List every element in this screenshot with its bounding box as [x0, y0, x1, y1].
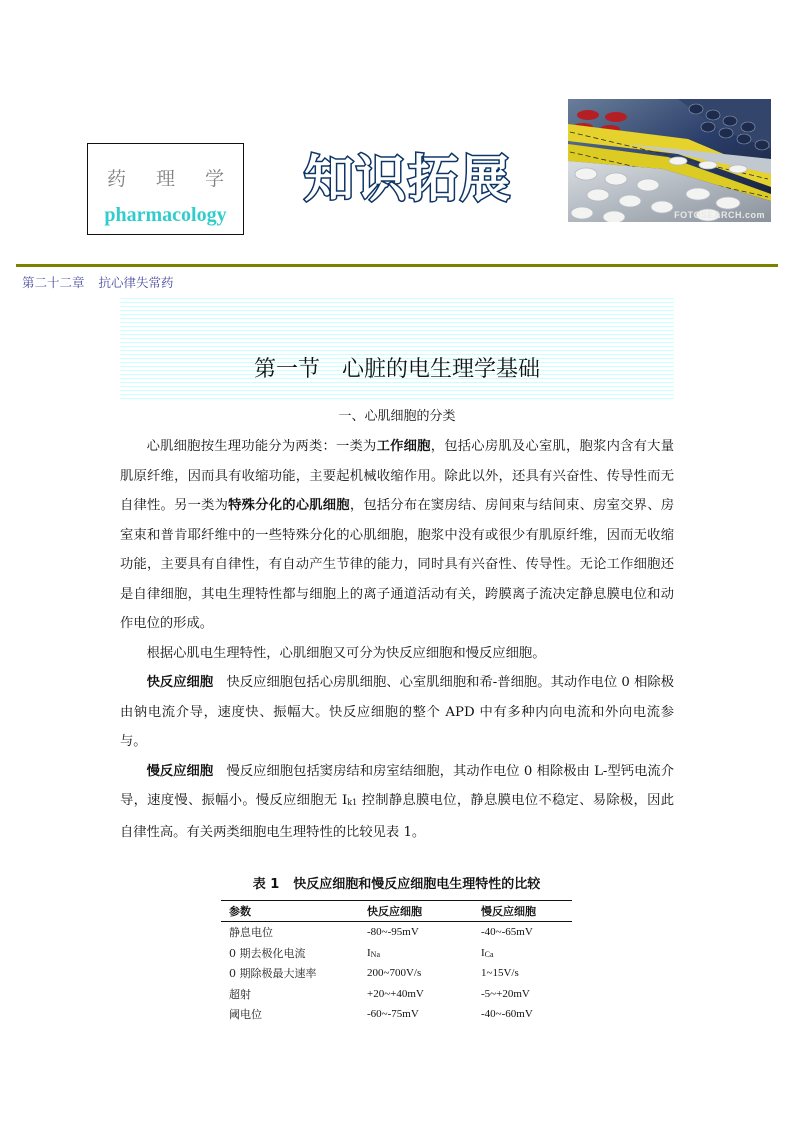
chapter-title: 抗心律失常药: [98, 275, 174, 290]
comparison-table: [221, 874, 572, 1025]
current-symbol: I: [367, 946, 371, 959]
text-span: 控制静息膜电位，静息膜电位不稳定、易除极，因此自律性高。有关两类细胞电生理特性的比较见表 1。: [120, 793, 674, 840]
term-working-cells: 工作细胞: [376, 439, 431, 454]
column-header-slow: 慢反应细胞: [481, 905, 536, 918]
text-span: ，包括心房肌及心室肌，胞浆内含有大量肌原纤维，因而具有收缩功能，主要起机械收缩作用。除此以外，还具有兴奋性、传导性而无自律性。另一类为: [120, 439, 675, 513]
chapter-number: 第二十二章: [22, 275, 85, 290]
table-caption: [221, 874, 572, 900]
header-divider: [16, 264, 778, 267]
section-title: [120, 352, 674, 383]
cell-slow: -40~-60mV: [481, 1008, 533, 1021]
paragraph-classification: 根据心肌电生理特性，心肌细胞又可分为快反应细胞和慢反应细胞。: [146, 645, 546, 661]
cell-parameter: 0 期去极化电流: [229, 946, 306, 960]
table-row: [221, 922, 572, 943]
subheading: 一、心肌细胞的分类: [338, 409, 456, 424]
table-caption-text: 快反应细胞和慢反应细胞电生理特性的比较: [293, 877, 541, 892]
table-row: [221, 984, 572, 1005]
brand-title-cn: 药 理 学: [106, 168, 237, 190]
cell-fast: -60~-75mV: [367, 1008, 419, 1021]
cell-slow: -40~-65mV: [481, 926, 533, 939]
cell-fast: 200~700V/s: [367, 967, 422, 980]
text-span: 心肌细胞按生理功能分为两类：一类为: [146, 439, 377, 454]
banner-title: 知识拓展: [304, 150, 512, 208]
current-symbol: I: [481, 946, 485, 959]
subscript: k1: [347, 798, 358, 807]
cell-parameter: 阈电位: [229, 1008, 262, 1022]
subscript: Na: [370, 949, 380, 959]
section-title-background: [120, 298, 674, 400]
cell-slow: 1~15V/s: [481, 967, 519, 980]
cell-parameter: 静息电位: [229, 926, 273, 940]
paragraph-fast-response: [120, 668, 674, 757]
pharmaceutical-blister-packs-photo: [568, 99, 771, 222]
term-slow-response-cell: 慢反应细胞: [146, 763, 214, 779]
text-span: 慢反应细胞包括窦房结和房室结细胞，其动作电位 0 相除极由 L-型钙电流介导，速度慢、振幅小。慢反应细胞无 I: [120, 763, 675, 808]
cell-parameter: 0 期除极最大速率: [229, 967, 317, 981]
cell-slow: [473, 943, 572, 964]
table-row: [221, 963, 572, 984]
chapter-heading: [22, 273, 174, 291]
cell-fast: [359, 943, 473, 964]
text-span: ，包括分布在窦房结、房间束与结间束、房室交界、房室束和普肯耶纤维中的一些特殊分化的心肌细胞，胞浆中没有或很少有肌原纤维，因而无收缩功能，主要具有自律性，有自动产生节律的能力，同时具有兴奋性、传导性。无论工作细胞还是自律细胞，其电生理特性都与细胞上的离子通道活动有关，跨膜离子流决定静息膜电位和动作电位的形成。: [120, 498, 675, 631]
term-specialized-cells: 特殊分化的心肌细胞: [228, 498, 350, 513]
section-number: 第一节: [253, 357, 320, 382]
column-header-parameter: 参数: [229, 905, 251, 918]
brand-title-en: pharmacology: [104, 204, 227, 226]
table-label: 表 1: [252, 877, 280, 892]
photo-watermark: FOTOSEARCH.com: [674, 210, 765, 220]
column-header-fast: 快反应细胞: [367, 905, 422, 918]
paragraph-cell-types: [120, 432, 674, 639]
paragraph-slow-response: [120, 757, 674, 848]
text-span: 快反应细胞包括心房肌细胞、心室肌细胞和希-普细胞。其动作电位 0 相除极由钠电流介导，速度快、振幅大。快反应细胞的整个 APD 中有多种内向电流和外向电流参与。: [120, 675, 675, 749]
cell-fast: -80~-95mV: [367, 926, 419, 939]
term-fast-response-cell: 快反应细胞: [146, 675, 214, 690]
table-row: [221, 1004, 572, 1025]
cell-fast: +20~+40mV: [367, 987, 424, 1000]
cell-parameter: 超射: [229, 987, 251, 1001]
section-name: 心脏的电生理学基础: [342, 357, 541, 382]
subscript: Ca: [484, 949, 494, 959]
body-text: [120, 432, 674, 847]
brand-box: [87, 143, 244, 235]
table-header-row: [221, 901, 572, 922]
table-row: [221, 943, 572, 964]
cell-slow: -5~+20mV: [481, 987, 530, 1000]
